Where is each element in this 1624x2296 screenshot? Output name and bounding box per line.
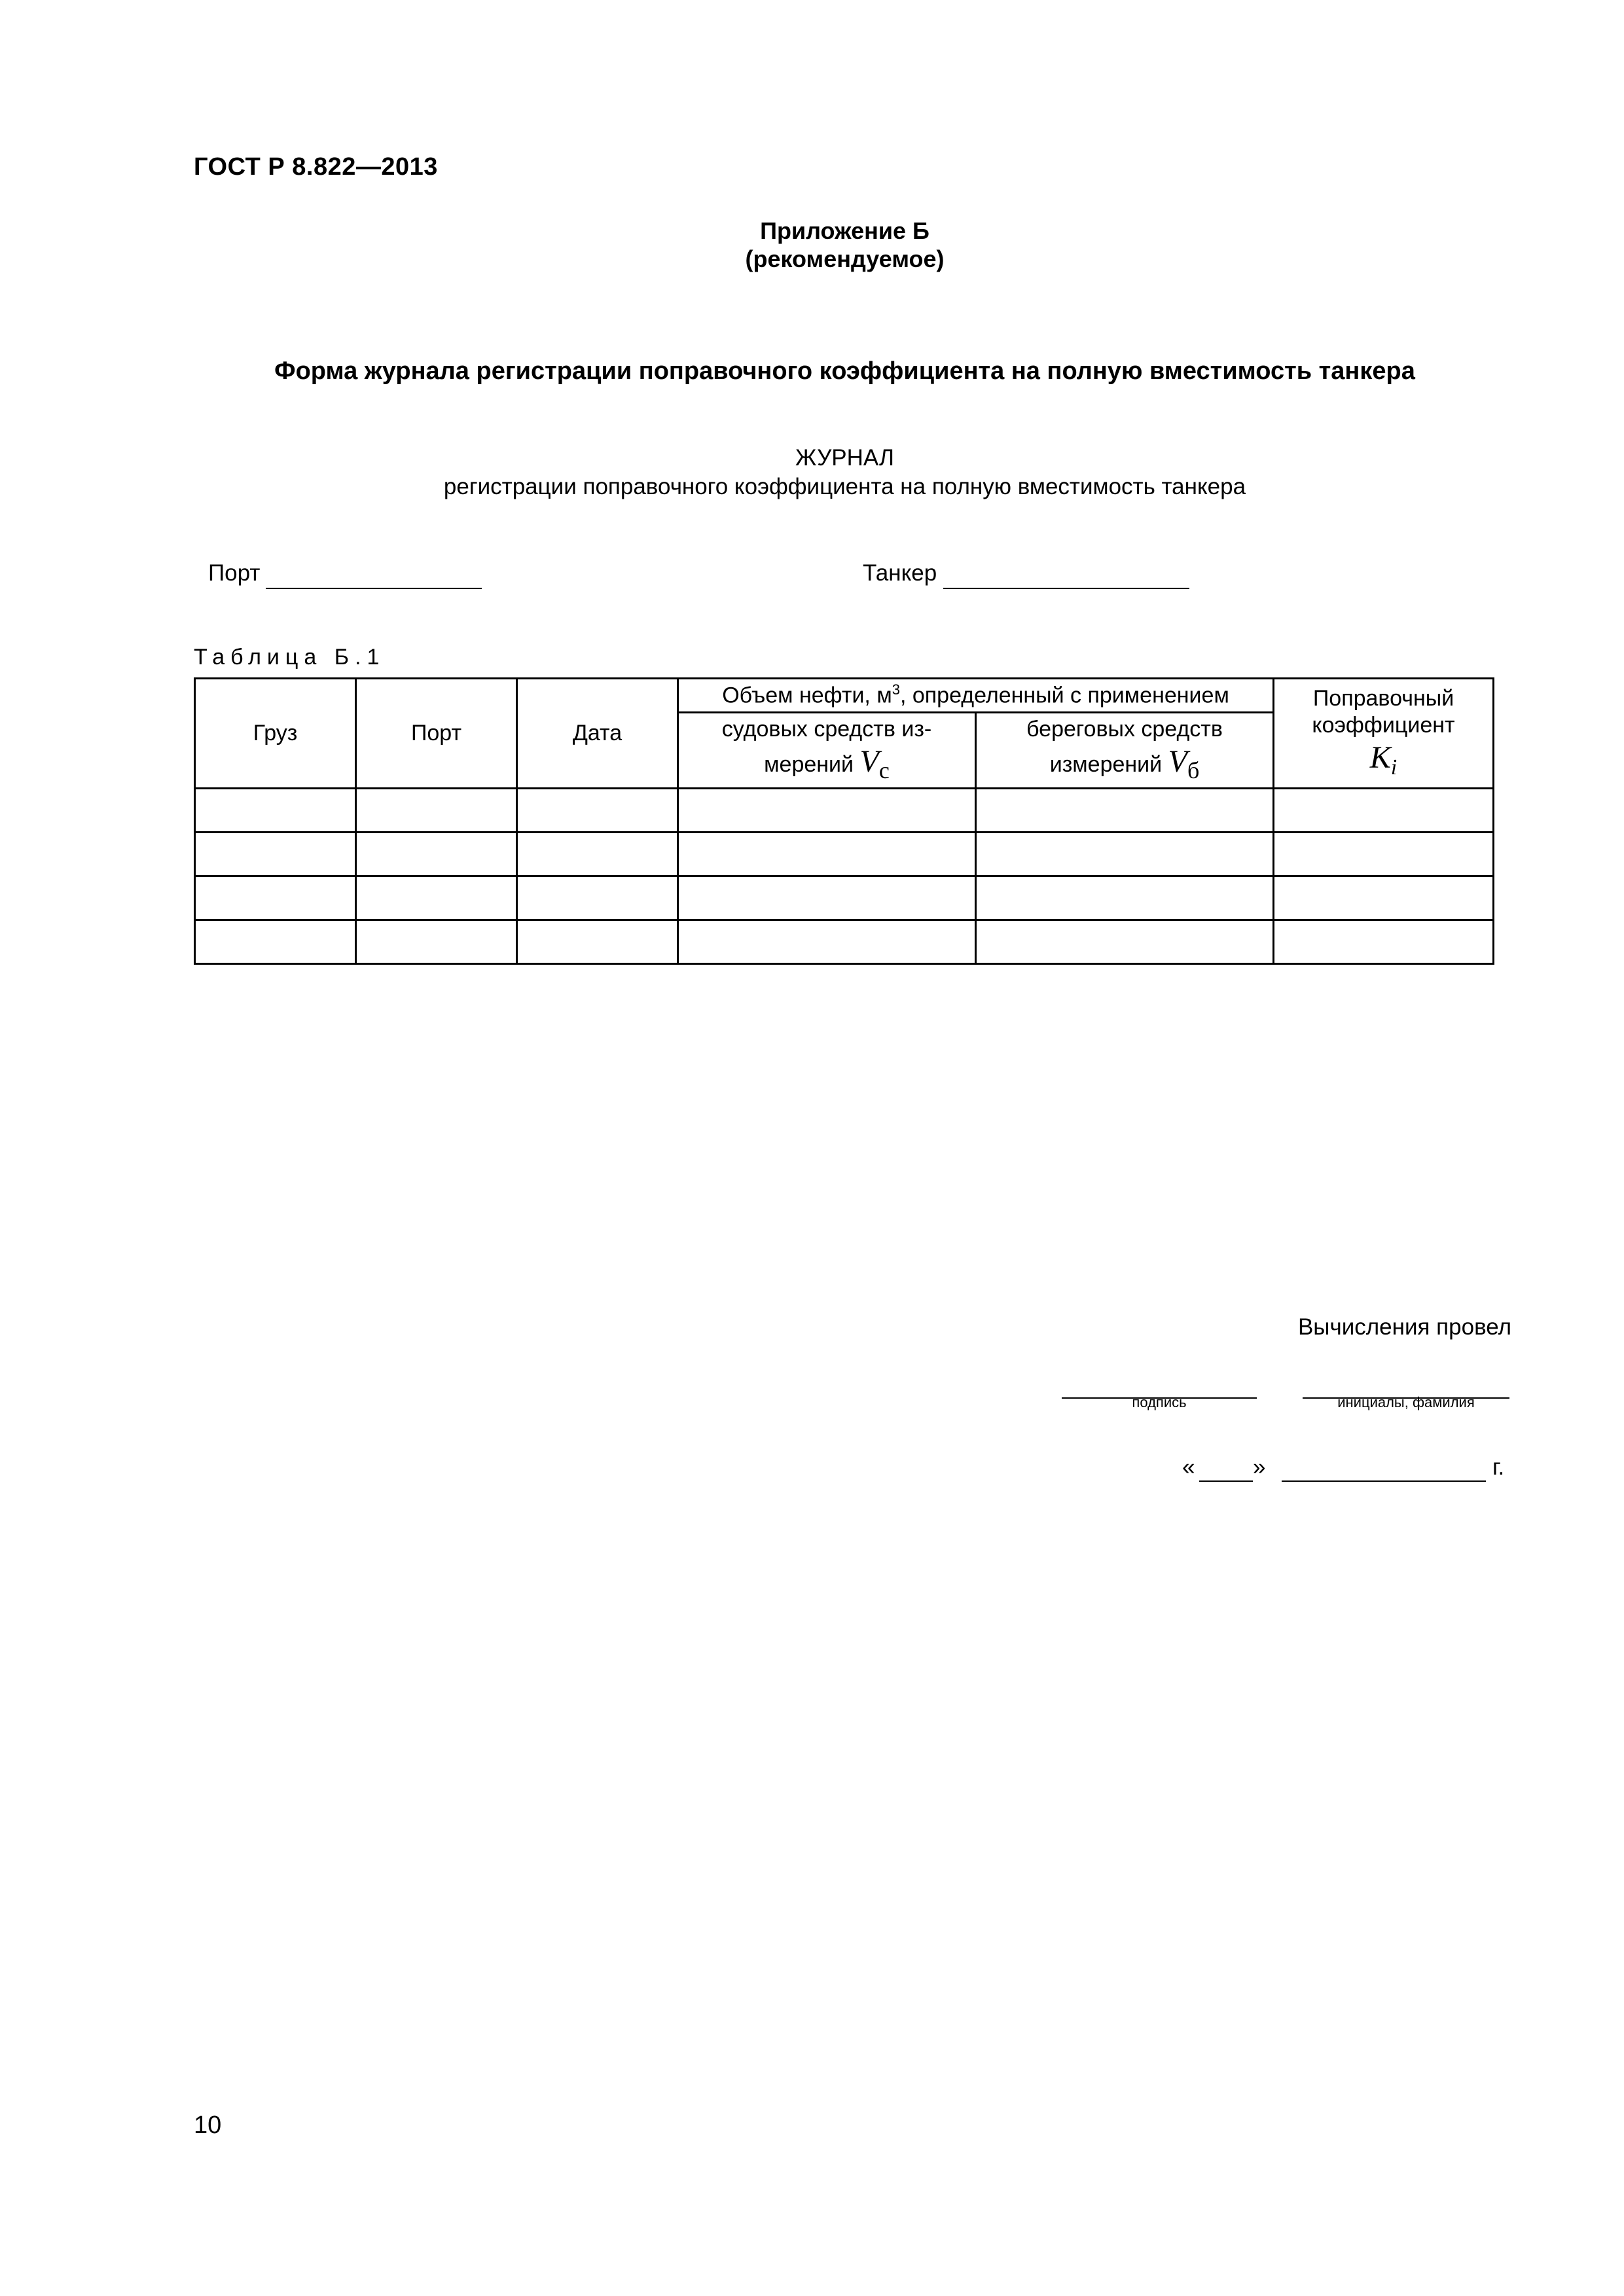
table-cell[interactable] (1274, 789, 1494, 833)
table-cell[interactable] (1274, 833, 1494, 876)
journal-subtitle: регистрации поправочного коэффициента на полную вместимость танкера (443, 474, 1246, 499)
month-field[interactable] (1282, 1480, 1486, 1482)
header-ship-measurements (678, 713, 976, 789)
coef-symbol (1274, 739, 1492, 781)
table-cell[interactable] (517, 789, 678, 833)
page-number: 10 (194, 2111, 222, 2139)
table-cell[interactable] (678, 833, 976, 876)
shore-line1: береговых средств (1026, 717, 1223, 742)
ship-line2 (679, 743, 975, 785)
header-cargo: Груз (195, 679, 356, 789)
table-cell[interactable] (678, 920, 976, 964)
table-cell[interactable] (195, 789, 356, 833)
table-cell[interactable] (517, 920, 678, 964)
coef-symbol-letter: K (1369, 740, 1391, 775)
ship-symbol-letter: V (859, 744, 879, 779)
table-cell[interactable] (517, 876, 678, 920)
table-cell[interactable] (976, 833, 1274, 876)
table-cell[interactable] (1274, 876, 1494, 920)
shore-line2 (977, 743, 1272, 785)
volume-group-text: Объем нефти, м (722, 683, 892, 708)
date-quote-close: » (1253, 1454, 1266, 1480)
date-quote-open: « (1182, 1454, 1195, 1480)
tanker-field[interactable] (943, 588, 1189, 589)
day-field[interactable] (1199, 1480, 1253, 1482)
unit-exponent: 3 (892, 681, 900, 698)
ship-line2-text: мерений (764, 751, 854, 777)
header-port: Порт (356, 679, 517, 789)
table-cell[interactable] (195, 920, 356, 964)
coef-line1: Поправочный (1312, 686, 1454, 711)
journal-table (194, 677, 1494, 965)
header-date: Дата (517, 679, 678, 789)
name-caption: инициалы, фамилия (1337, 1394, 1475, 1410)
table-row (195, 833, 1494, 876)
year-suffix: г. (1492, 1454, 1505, 1480)
appendix-status: (рекомендуемое) (745, 245, 945, 272)
table-cell[interactable] (976, 876, 1274, 920)
table-row (195, 920, 1494, 964)
table-cell[interactable] (195, 833, 356, 876)
port-label: Порт (208, 560, 261, 586)
table-cell[interactable] (356, 833, 517, 876)
appendix-title: Приложение Б (760, 217, 929, 244)
ship-line1: судовых средств из- (721, 717, 932, 742)
table-cell[interactable] (1274, 920, 1494, 964)
coef-symbol-sub: i (1390, 755, 1398, 780)
header-shore-measurements (976, 713, 1274, 789)
header-volume-group (678, 679, 1274, 713)
header-coefficient (1274, 679, 1494, 789)
form-heading: Форма журнала регистрации поправочного коэффициента на полную вместимость танкера (274, 357, 1415, 385)
table-cell[interactable] (976, 789, 1274, 833)
table-cell[interactable] (678, 789, 976, 833)
table-cell[interactable] (517, 833, 678, 876)
table-cell[interactable] (356, 920, 517, 964)
table-cell[interactable] (356, 789, 517, 833)
signature-caption: подпись (1132, 1394, 1187, 1410)
shore-line2-text: измерений (1049, 751, 1163, 777)
coef-line2: коэффициент (1312, 713, 1455, 738)
table-cell[interactable] (678, 876, 976, 920)
calculations-label: Вычисления провел (1297, 1314, 1511, 1340)
ship-symbol-sub: с (878, 757, 890, 783)
table-cell[interactable] (976, 920, 1274, 964)
volume-group-text-end: , определенный с применением (899, 683, 1229, 708)
port-field[interactable] (266, 588, 482, 589)
document-code: ГОСТ Р 8.822—2013 (194, 153, 438, 181)
table-cell[interactable] (195, 876, 356, 920)
table-row (195, 789, 1494, 833)
journal-title: ЖУРНАЛ (795, 445, 895, 471)
tanker-label: Танкер (863, 560, 937, 586)
shore-symbol-sub: б (1187, 757, 1200, 783)
table-cell[interactable] (356, 876, 517, 920)
shore-symbol-letter: V (1168, 744, 1187, 779)
table-row (195, 876, 1494, 920)
table-caption: Таблица Б.1 (194, 645, 386, 670)
